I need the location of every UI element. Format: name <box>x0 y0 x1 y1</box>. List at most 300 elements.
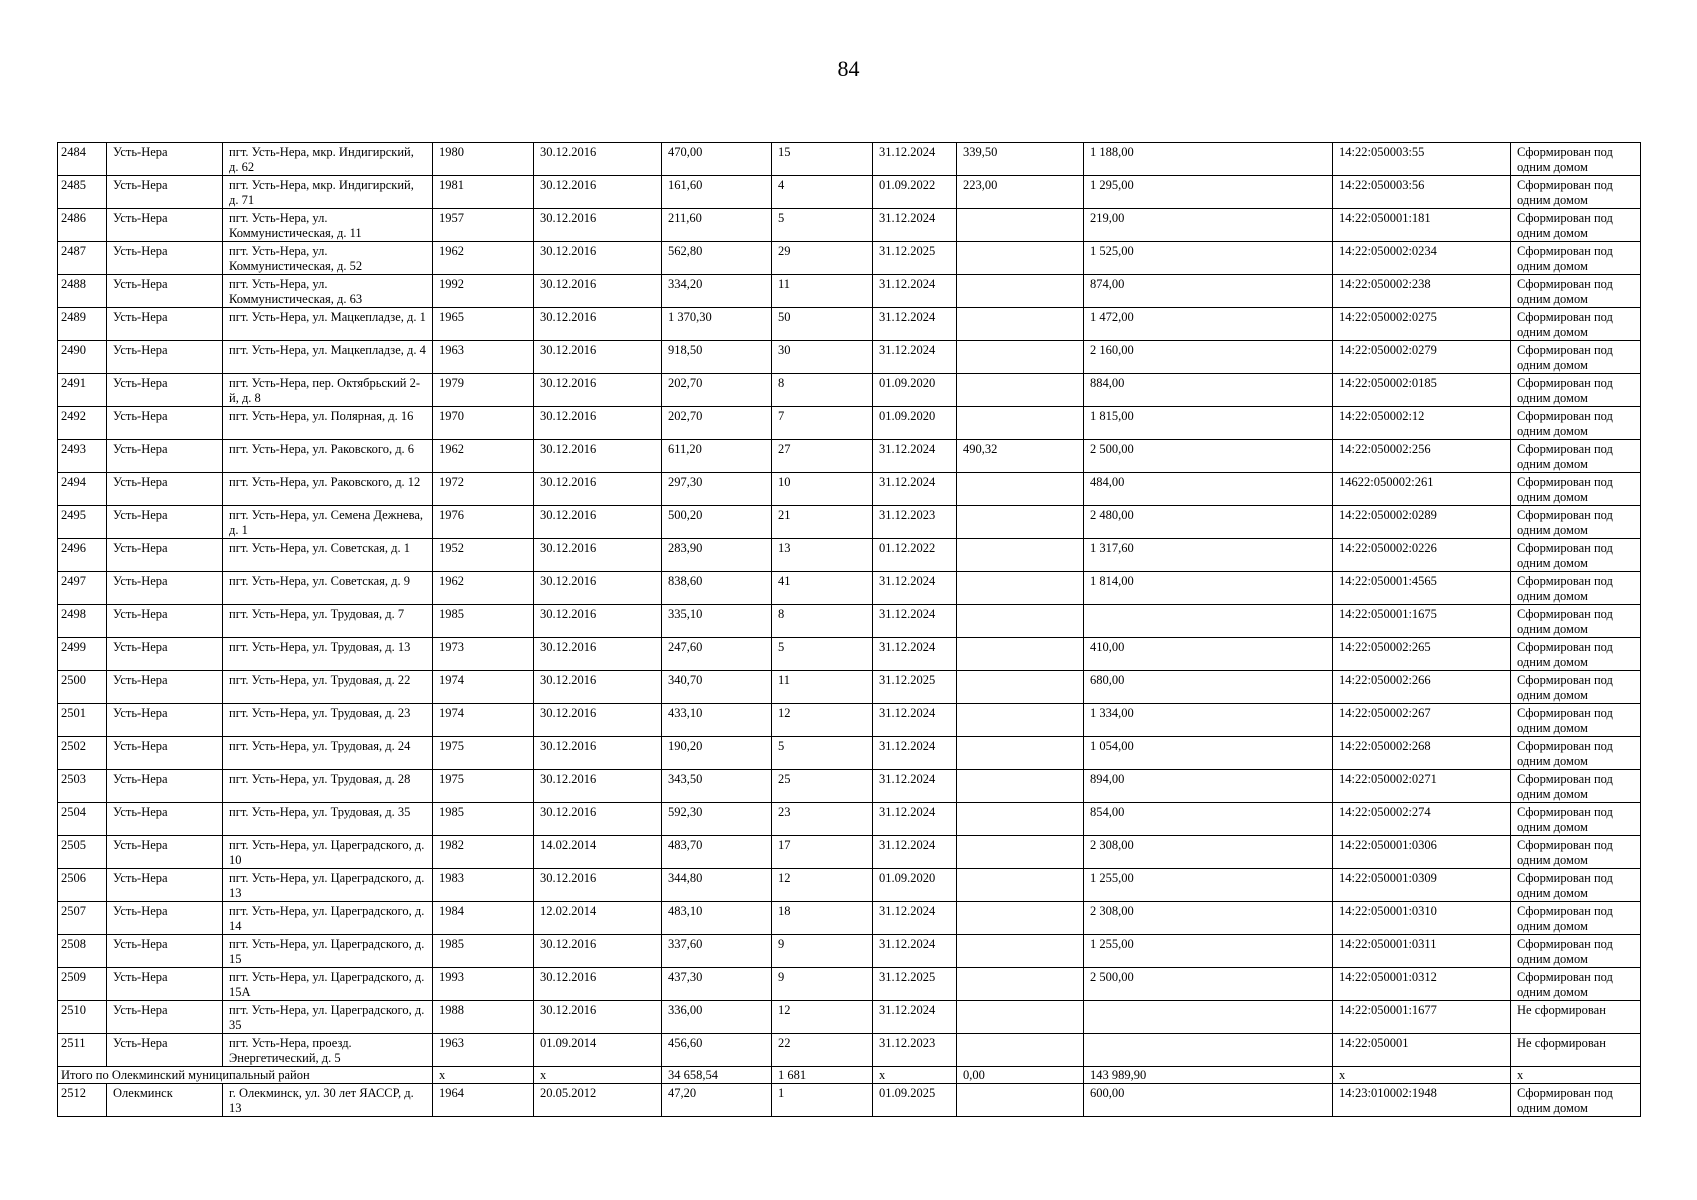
cell-residents: 1 <box>772 1084 873 1117</box>
cell-deadline: 31.12.2024 <box>873 473 957 506</box>
cell-date: 30.12.2016 <box>534 539 662 572</box>
housing-registry-table <box>57 142 1641 1117</box>
cell-settlement: Усть-Нера <box>107 275 223 308</box>
cell-area2 <box>957 737 1084 770</box>
table-row <box>58 770 1641 803</box>
cell-date: 30.12.2016 <box>534 704 662 737</box>
cell-cadastral: 14:22:050002:265 <box>1333 638 1511 671</box>
cell-address: пгт. Усть-Нера, ул. Трудовая, д. 22 <box>223 671 433 704</box>
cell-status: Сформирован под одним домом <box>1511 341 1641 374</box>
cell-status: Не сформирован <box>1511 1034 1641 1067</box>
cell-area2 <box>957 638 1084 671</box>
cell-deadline: 01.09.2020 <box>873 374 957 407</box>
cell-residents: 23 <box>772 803 873 836</box>
total-cell-status: x <box>1511 1067 1641 1084</box>
cell-area: 838,60 <box>662 572 772 605</box>
cell-year: 1980 <box>433 143 534 176</box>
cell-area2 <box>957 506 1084 539</box>
cell-cadastral: 14:22:050002:268 <box>1333 737 1511 770</box>
cell-address: пгт. Усть-Нера, ул. Цареградского, д. 15 <box>223 935 433 968</box>
cell-id: 2509 <box>58 968 107 1001</box>
cell-residents: 8 <box>772 605 873 638</box>
cell-area: 592,30 <box>662 803 772 836</box>
cell-id: 2504 <box>58 803 107 836</box>
cell-area2 <box>957 836 1084 869</box>
cell-cost: 219,00 <box>1084 209 1333 242</box>
cell-address: пгт. Усть-Нера, ул. Коммунистическая, д. 52 <box>223 242 433 275</box>
cell-area2: 339,50 <box>957 143 1084 176</box>
cell-cost: 1 525,00 <box>1084 242 1333 275</box>
cell-cadastral: 14:22:050001:0311 <box>1333 935 1511 968</box>
cell-id: 2507 <box>58 902 107 935</box>
table-row <box>58 407 1641 440</box>
cell-year: 1985 <box>433 605 534 638</box>
total-row <box>58 1067 1641 1084</box>
cell-address: пгт. Усть-Нера, ул. Трудовая, д. 7 <box>223 605 433 638</box>
cell-area: 202,70 <box>662 407 772 440</box>
cell-status: Сформирован под одним домом <box>1511 275 1641 308</box>
cell-year: 1984 <box>433 902 534 935</box>
cell-status: Сформирован под одним домом <box>1511 209 1641 242</box>
cell-deadline: 31.12.2024 <box>873 209 957 242</box>
cell-settlement: Усть-Нера <box>107 803 223 836</box>
cell-address: пгт. Усть-Нера, ул. Советская, д. 1 <box>223 539 433 572</box>
cell-area2 <box>957 539 1084 572</box>
cell-cost: 1 255,00 <box>1084 869 1333 902</box>
cell-id: 2490 <box>58 341 107 374</box>
total-cell-cost: 143 989,90 <box>1084 1067 1333 1084</box>
cell-year: 1965 <box>433 308 534 341</box>
cell-settlement: Усть-Нера <box>107 770 223 803</box>
cell-cadastral: 14:22:050002:267 <box>1333 704 1511 737</box>
cell-cost: 1 815,00 <box>1084 407 1333 440</box>
cell-residents: 12 <box>772 1001 873 1034</box>
cell-cost: 1 317,60 <box>1084 539 1333 572</box>
cell-settlement: Усть-Нера <box>107 968 223 1001</box>
cell-area: 335,10 <box>662 605 772 638</box>
cell-area2: 490,32 <box>957 440 1084 473</box>
cell-id: 2505 <box>58 836 107 869</box>
cell-residents: 11 <box>772 671 873 704</box>
cell-settlement: Олекминск <box>107 1084 223 1117</box>
cell-status: Сформирован под одним домом <box>1511 473 1641 506</box>
cell-date: 30.12.2016 <box>534 341 662 374</box>
cell-address: г. Олекминск, ул. 30 лет ЯАССР, д. 13 <box>223 1084 433 1117</box>
table-row <box>58 935 1641 968</box>
cell-id: 2511 <box>58 1034 107 1067</box>
cell-id: 2506 <box>58 869 107 902</box>
cell-deadline: 31.12.2024 <box>873 638 957 671</box>
cell-id: 2488 <box>58 275 107 308</box>
cell-cost: 2 308,00 <box>1084 836 1333 869</box>
cell-cost: 484,00 <box>1084 473 1333 506</box>
table-row <box>58 1001 1641 1034</box>
cell-area2 <box>957 341 1084 374</box>
cell-settlement: Усть-Нера <box>107 242 223 275</box>
cell-year: 1975 <box>433 737 534 770</box>
cell-address: пгт. Усть-Нера, ул. Мацкепладзе, д. 1 <box>223 308 433 341</box>
cell-address: пгт. Усть-Нера, ул. Раковского, д. 12 <box>223 473 433 506</box>
cell-area: 611,20 <box>662 440 772 473</box>
cell-cost: 1 334,00 <box>1084 704 1333 737</box>
cell-cost: 874,00 <box>1084 275 1333 308</box>
table-row <box>58 968 1641 1001</box>
cell-residents: 15 <box>772 143 873 176</box>
cell-area2 <box>957 209 1084 242</box>
cell-date: 30.12.2016 <box>534 143 662 176</box>
cell-deadline: 31.12.2025 <box>873 671 957 704</box>
cell-cadastral: 14:22:050001:181 <box>1333 209 1511 242</box>
cell-settlement: Усть-Нера <box>107 143 223 176</box>
cell-settlement: Усть-Нера <box>107 1001 223 1034</box>
cell-cost: 2 160,00 <box>1084 341 1333 374</box>
cell-settlement: Усть-Нера <box>107 308 223 341</box>
cell-area: 456,60 <box>662 1034 772 1067</box>
cell-year: 1952 <box>433 539 534 572</box>
cell-cost: 1 054,00 <box>1084 737 1333 770</box>
cell-cost <box>1084 1034 1333 1067</box>
total-label: Итого по Олекминский муниципальный район <box>58 1067 433 1084</box>
cell-cost: 1 255,00 <box>1084 935 1333 968</box>
cell-cost: 884,00 <box>1084 374 1333 407</box>
page-number: 84 <box>837 56 860 81</box>
cell-status: Сформирован под одним домом <box>1511 176 1641 209</box>
cell-cost: 1 814,00 <box>1084 572 1333 605</box>
cell-area: 334,20 <box>662 275 772 308</box>
cell-date: 30.12.2016 <box>534 209 662 242</box>
cell-status: Сформирован под одним домом <box>1511 407 1641 440</box>
cell-address: пгт. Усть-Нера, ул. Цареградского, д. 35 <box>223 1001 433 1034</box>
cell-deadline: 31.12.2024 <box>873 275 957 308</box>
cell-year: 1974 <box>433 704 534 737</box>
cell-cost: 1 472,00 <box>1084 308 1333 341</box>
total-cell-year: x <box>433 1067 534 1084</box>
cell-cadastral: 14:23:010002:1948 <box>1333 1084 1511 1117</box>
cell-deadline: 31.12.2023 <box>873 1034 957 1067</box>
cell-deadline: 31.12.2024 <box>873 836 957 869</box>
cell-status: Сформирован под одним домом <box>1511 737 1641 770</box>
table-row <box>58 671 1641 704</box>
cell-residents: 27 <box>772 440 873 473</box>
table-row <box>58 275 1641 308</box>
cell-status: Сформирован под одним домом <box>1511 902 1641 935</box>
cell-area: 437,30 <box>662 968 772 1001</box>
cell-date: 30.12.2016 <box>534 1001 662 1034</box>
cell-area2 <box>957 704 1084 737</box>
cell-date: 30.12.2016 <box>534 374 662 407</box>
cell-address: пгт. Усть-Нера, ул. Семена Дежнева, д. 1 <box>223 506 433 539</box>
cell-area2 <box>957 1034 1084 1067</box>
cell-status: Сформирован под одним домом <box>1511 308 1641 341</box>
cell-area: 161,60 <box>662 176 772 209</box>
cell-area2 <box>957 968 1084 1001</box>
cell-year: 1962 <box>433 440 534 473</box>
table-row <box>58 1034 1641 1067</box>
cell-cadastral: 14:22:050002:0226 <box>1333 539 1511 572</box>
table-row <box>58 341 1641 374</box>
cell-year: 1993 <box>433 968 534 1001</box>
cell-date: 30.12.2016 <box>534 176 662 209</box>
cell-settlement: Усть-Нера <box>107 902 223 935</box>
cell-date: 30.12.2016 <box>534 803 662 836</box>
cell-address: пгт. Усть-Нера, ул. Трудовая, д. 35 <box>223 803 433 836</box>
cell-area2 <box>957 770 1084 803</box>
cell-residents: 18 <box>772 902 873 935</box>
cell-settlement: Усть-Нера <box>107 176 223 209</box>
cell-area: 202,70 <box>662 374 772 407</box>
cell-cadastral: 14:22:050001:0306 <box>1333 836 1511 869</box>
cell-id: 2499 <box>58 638 107 671</box>
cell-area: 1 370,30 <box>662 308 772 341</box>
cell-settlement: Усть-Нера <box>107 506 223 539</box>
cell-area: 337,60 <box>662 935 772 968</box>
cell-deadline: 31.12.2025 <box>873 242 957 275</box>
cell-area: 483,10 <box>662 902 772 935</box>
cell-deadline: 31.12.2024 <box>873 704 957 737</box>
cell-cadastral: 14:22:050001:1675 <box>1333 605 1511 638</box>
total-cell-deadline: x <box>873 1067 957 1084</box>
cell-status: Сформирован под одним домом <box>1511 1084 1641 1117</box>
cell-cadastral: 14:22:050002:0289 <box>1333 506 1511 539</box>
cell-date: 30.12.2016 <box>534 770 662 803</box>
cell-cadastral: 14:22:050002:12 <box>1333 407 1511 440</box>
cell-area: 340,70 <box>662 671 772 704</box>
cell-residents: 17 <box>772 836 873 869</box>
cell-area: 283,90 <box>662 539 772 572</box>
cell-id: 2484 <box>58 143 107 176</box>
cell-residents: 4 <box>772 176 873 209</box>
cell-address: пгт. Усть-Нера, ул. Трудовая, д. 13 <box>223 638 433 671</box>
table-row <box>58 308 1641 341</box>
cell-id: 2485 <box>58 176 107 209</box>
cell-year: 1964 <box>433 1084 534 1117</box>
table-row <box>58 176 1641 209</box>
cell-status: Сформирован под одним домом <box>1511 539 1641 572</box>
cell-cost: 894,00 <box>1084 770 1333 803</box>
cell-id: 2498 <box>58 605 107 638</box>
cell-year: 1963 <box>433 341 534 374</box>
cell-cadastral: 14:22:050001:4565 <box>1333 572 1511 605</box>
cell-id: 2510 <box>58 1001 107 1034</box>
cell-deadline: 31.12.2024 <box>873 341 957 374</box>
cell-deadline: 31.12.2024 <box>873 143 957 176</box>
cell-status: Сформирован под одним домом <box>1511 374 1641 407</box>
table-row <box>58 1084 1641 1117</box>
cell-id: 2494 <box>58 473 107 506</box>
cell-deadline: 31.12.2024 <box>873 902 957 935</box>
table-row <box>58 572 1641 605</box>
cell-address: пгт. Усть-Нера, ул. Коммунистическая, д. 11 <box>223 209 433 242</box>
cell-cost: 680,00 <box>1084 671 1333 704</box>
cell-area: 211,60 <box>662 209 772 242</box>
cell-status: Сформирован под одним домом <box>1511 935 1641 968</box>
cell-cadastral: 14:22:050002:256 <box>1333 440 1511 473</box>
cell-residents: 8 <box>772 374 873 407</box>
cell-date: 30.12.2016 <box>534 605 662 638</box>
total-cell-date: x <box>534 1067 662 1084</box>
total-cell-area: 34 658,54 <box>662 1067 772 1084</box>
cell-area: 562,80 <box>662 242 772 275</box>
cell-cadastral: 14:22:050002:266 <box>1333 671 1511 704</box>
cell-residents: 5 <box>772 209 873 242</box>
cell-year: 1981 <box>433 176 534 209</box>
cell-area2 <box>957 803 1084 836</box>
cell-id: 2495 <box>58 506 107 539</box>
cell-id: 2501 <box>58 704 107 737</box>
cell-id: 2487 <box>58 242 107 275</box>
cell-address: пгт. Усть-Нера, ул. Цареградского, д. 14 <box>223 902 433 935</box>
cell-address: пгт. Усть-Нера, ул. Цареградского, д. 13 <box>223 869 433 902</box>
cell-residents: 30 <box>772 341 873 374</box>
cell-area2 <box>957 308 1084 341</box>
cell-cadastral: 14622:050002:261 <box>1333 473 1511 506</box>
cell-residents: 25 <box>772 770 873 803</box>
cell-year: 1975 <box>433 770 534 803</box>
total-cell-residents: 1 681 <box>772 1067 873 1084</box>
cell-cost: 1 188,00 <box>1084 143 1333 176</box>
cell-year: 1974 <box>433 671 534 704</box>
cell-cadastral: 14:22:050001:1677 <box>1333 1001 1511 1034</box>
cell-id: 2503 <box>58 770 107 803</box>
cell-date: 30.12.2016 <box>534 572 662 605</box>
cell-cost: 1 295,00 <box>1084 176 1333 209</box>
cell-deadline: 31.12.2024 <box>873 1001 957 1034</box>
cell-settlement: Усть-Нера <box>107 869 223 902</box>
cell-year: 1963 <box>433 1034 534 1067</box>
cell-settlement: Усть-Нера <box>107 836 223 869</box>
cell-date: 30.12.2016 <box>534 275 662 308</box>
cell-area2 <box>957 1001 1084 1034</box>
cell-cadastral: 14:22:050003:55 <box>1333 143 1511 176</box>
cell-address: пгт. Усть-Нера, ул. Полярная, д. 16 <box>223 407 433 440</box>
cell-deadline: 31.12.2024 <box>873 737 957 770</box>
cell-id: 2492 <box>58 407 107 440</box>
cell-residents: 11 <box>772 275 873 308</box>
cell-area: 336,00 <box>662 1001 772 1034</box>
cell-status: Сформирован под одним домом <box>1511 605 1641 638</box>
cell-settlement: Усть-Нера <box>107 440 223 473</box>
cell-settlement: Усть-Нера <box>107 935 223 968</box>
cell-cadastral: 14:22:050002:274 <box>1333 803 1511 836</box>
cell-settlement: Усть-Нера <box>107 341 223 374</box>
cell-residents: 50 <box>772 308 873 341</box>
cell-area2 <box>957 605 1084 638</box>
cell-year: 1976 <box>433 506 534 539</box>
cell-status: Сформирован под одним домом <box>1511 803 1641 836</box>
cell-settlement: Усть-Нера <box>107 704 223 737</box>
cell-deadline: 01.09.2020 <box>873 407 957 440</box>
cell-settlement: Усть-Нера <box>107 1034 223 1067</box>
cell-date: 30.12.2016 <box>534 968 662 1001</box>
cell-cadastral: 14:22:050002:0279 <box>1333 341 1511 374</box>
table-body <box>58 143 1641 1117</box>
cell-year: 1985 <box>433 935 534 968</box>
cell-id: 2491 <box>58 374 107 407</box>
cell-settlement: Усть-Нера <box>107 671 223 704</box>
cell-status: Сформирован под одним домом <box>1511 704 1641 737</box>
cell-settlement: Усть-Нера <box>107 638 223 671</box>
cell-status: Сформирован под одним домом <box>1511 638 1641 671</box>
cell-settlement: Усть-Нера <box>107 605 223 638</box>
cell-status: Не сформирован <box>1511 1001 1641 1034</box>
cell-residents: 29 <box>772 242 873 275</box>
cell-year: 1988 <box>433 1001 534 1034</box>
cell-status: Сформирован под одним домом <box>1511 671 1641 704</box>
cell-date: 30.12.2016 <box>534 473 662 506</box>
cell-residents: 10 <box>772 473 873 506</box>
table-row <box>58 473 1641 506</box>
cell-area: 344,80 <box>662 869 772 902</box>
cell-cost: 2 500,00 <box>1084 440 1333 473</box>
cell-area2 <box>957 902 1084 935</box>
cell-area2 <box>957 671 1084 704</box>
cell-deadline: 01.09.2022 <box>873 176 957 209</box>
cell-id: 2500 <box>58 671 107 704</box>
cell-settlement: Усть-Нера <box>107 539 223 572</box>
cell-date: 30.12.2016 <box>534 737 662 770</box>
cell-area: 500,20 <box>662 506 772 539</box>
cell-deadline: 01.09.2025 <box>873 1084 957 1117</box>
cell-area: 918,50 <box>662 341 772 374</box>
cell-area: 470,00 <box>662 143 772 176</box>
cell-area2 <box>957 572 1084 605</box>
cell-area2 <box>957 869 1084 902</box>
cell-residents: 12 <box>772 704 873 737</box>
cell-status: Сформирован под одним домом <box>1511 836 1641 869</box>
cell-residents: 7 <box>772 407 873 440</box>
cell-residents: 9 <box>772 935 873 968</box>
cell-id: 2497 <box>58 572 107 605</box>
cell-id: 2512 <box>58 1084 107 1117</box>
cell-year: 1970 <box>433 407 534 440</box>
cell-id: 2496 <box>58 539 107 572</box>
table-row <box>58 902 1641 935</box>
cell-status: Сформирован под одним домом <box>1511 770 1641 803</box>
cell-deadline: 01.12.2022 <box>873 539 957 572</box>
cell-address: пгт. Усть-Нера, проезд. Энергетический, д. 5 <box>223 1034 433 1067</box>
cell-id: 2489 <box>58 308 107 341</box>
cell-address: пгт. Усть-Нера, ул. Цареградского, д. 15А <box>223 968 433 1001</box>
cell-address: пгт. Усть-Нера, мкр. Индигирский, д. 62 <box>223 143 433 176</box>
cell-residents: 41 <box>772 572 873 605</box>
cell-cost: 854,00 <box>1084 803 1333 836</box>
cell-area2 <box>957 242 1084 275</box>
cell-area: 483,70 <box>662 836 772 869</box>
cell-cadastral: 14:22:050001 <box>1333 1034 1511 1067</box>
cell-deadline: 31.12.2024 <box>873 770 957 803</box>
cell-year: 1992 <box>433 275 534 308</box>
cell-area2: 223,00 <box>957 176 1084 209</box>
cell-date: 30.12.2016 <box>534 407 662 440</box>
table-row <box>58 242 1641 275</box>
cell-date: 30.12.2016 <box>534 671 662 704</box>
cell-residents: 9 <box>772 968 873 1001</box>
cell-cost: 600,00 <box>1084 1084 1333 1117</box>
cell-date: 30.12.2016 <box>534 638 662 671</box>
cell-year: 1973 <box>433 638 534 671</box>
cell-cadastral: 14:22:050001:0312 <box>1333 968 1511 1001</box>
cell-area: 190,20 <box>662 737 772 770</box>
cell-cadastral: 14:22:050002:0271 <box>1333 770 1511 803</box>
cell-date: 30.12.2016 <box>534 869 662 902</box>
cell-date: 01.09.2014 <box>534 1034 662 1067</box>
cell-area2 <box>957 407 1084 440</box>
cell-cadastral: 14:22:050003:56 <box>1333 176 1511 209</box>
cell-settlement: Усть-Нера <box>107 209 223 242</box>
total-cell-cadastral: x <box>1333 1067 1511 1084</box>
cell-date: 14.02.2014 <box>534 836 662 869</box>
cell-settlement: Усть-Нера <box>107 374 223 407</box>
